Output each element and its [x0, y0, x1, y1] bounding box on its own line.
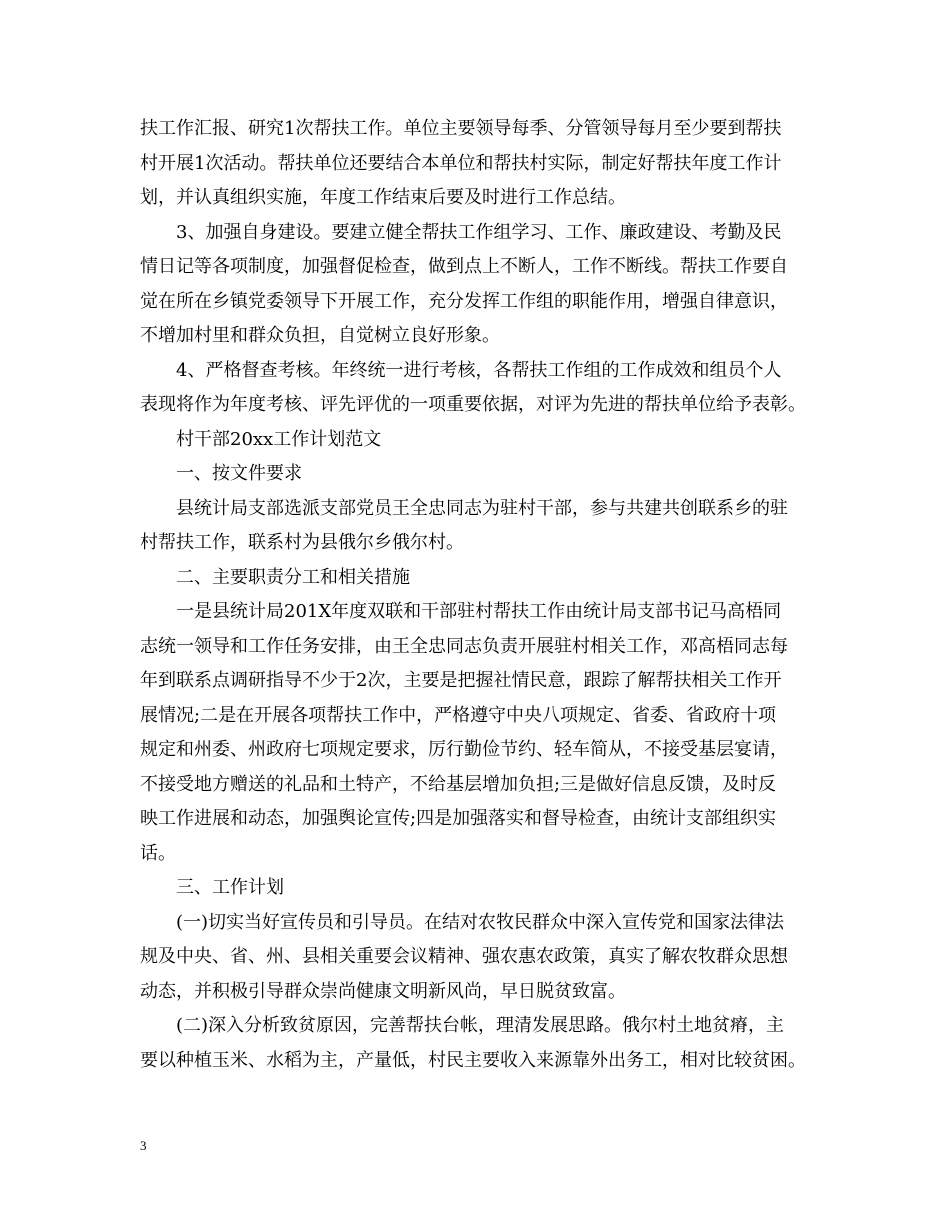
text-line: 表现将作为年度考核、评先评优的一项重要依据，对评为先进的帮扶单位给予表彰。	[140, 394, 806, 415]
text-line: 村开展1次活动。帮扶单位还要结合本单位和帮扶村实际，制定好帮扶年度工作计	[140, 152, 782, 174]
text-line: 划，并认真组织实施，年度工作结束后要及时进行工作总结。	[140, 187, 626, 208]
text-line: 村干部20xx工作计划范文	[176, 428, 382, 450]
text-line: 县统计局支部选派支部党员王全忠同志为驻村干部，参与共建共创联系乡的驻	[176, 497, 788, 519]
text-line: (二)深入分析致贫原因，完善帮扶台帐，理清发展思路。俄尔村土地贫瘠，主	[176, 1015, 785, 1036]
document-body	[140, 112, 830, 1078]
text-line: 一、按文件要求	[176, 463, 302, 484]
text-line: 规及中央、省、州、县相关重要会议精神、强农惠农政策，真实了解农牧群众思想	[140, 946, 788, 967]
text-line: 规定和州委、州政府七项规定要求，厉行勤俭节约、轻车简从，不接受基层宴请，	[140, 739, 788, 760]
text-line: 3、加强自身建设。要建立健全帮扶工作组学习、工作、廉政建设、考勤及民	[176, 221, 782, 243]
text-line: 村帮扶工作，联系村为县俄尔乡俄尔村。	[140, 532, 464, 553]
text-line: 要以种植玉米、水稻为主，产量低，村民主要收入来源靠外出务工，相对比较贫困。	[140, 1049, 806, 1071]
text-line: 觉在所在乡镇党委领导下开展工作，充分发挥工作组的职能作用，增强自律意识，	[140, 290, 788, 312]
text-line: 不接受地方赠送的礼品和土特产，不给基层增加负担;三是做好信息反馈，及时反	[140, 773, 777, 795]
text-line: 一是县统计局201X年度双联和干部驻村帮扶工作由统计局支部书记马高梧同	[176, 601, 782, 622]
page-number: 3	[140, 1138, 147, 1153]
text-line: 话。	[140, 842, 176, 864]
text-line: 展情况;二是在开展各项帮扶工作中，严格遵守中央八项规定、省委、省政府十项	[140, 704, 777, 726]
text-line: 年到联系点调研指导不少于2次，主要是把握社情民意，跟踪了解帮扶相关工作开	[140, 670, 782, 691]
text-line: 扶工作汇报、研究1次帮扶工作。单位主要领导每季、分管领导每月至少要到帮扶	[140, 118, 782, 139]
text-line: 情日记等各项制度，加强督促检查，做到点上不断人，工作不断线。帮扶工作要自	[140, 256, 788, 277]
text-line: (一)切实当好宣传员和引导员。在结对农牧民群众中深入宣传党和国家法律法	[176, 911, 785, 933]
text-line: 映工作进展和动态，加强舆论宣传;四是加强落实和督导检查，由统计支部组织实	[140, 808, 777, 829]
text-line: 动态，并积极引导群众崇尚健康文明新风尚，早日脱贫致富。	[140, 980, 626, 1002]
text-line: 不增加村里和群众负担，自觉树立良好形象。	[140, 325, 500, 346]
text-line: 4、严格督查考核。年终统一进行考核，各帮扶工作组的工作成效和组员个人	[176, 359, 782, 381]
text-line: 二、主要职责分工和相关措施	[176, 566, 410, 588]
text-line: 志统一领导和工作任务安排，由王全忠同志负责开展驻村相关工作，邓高梧同志每	[140, 635, 788, 657]
text-line: 三、工作计划	[176, 877, 284, 898]
